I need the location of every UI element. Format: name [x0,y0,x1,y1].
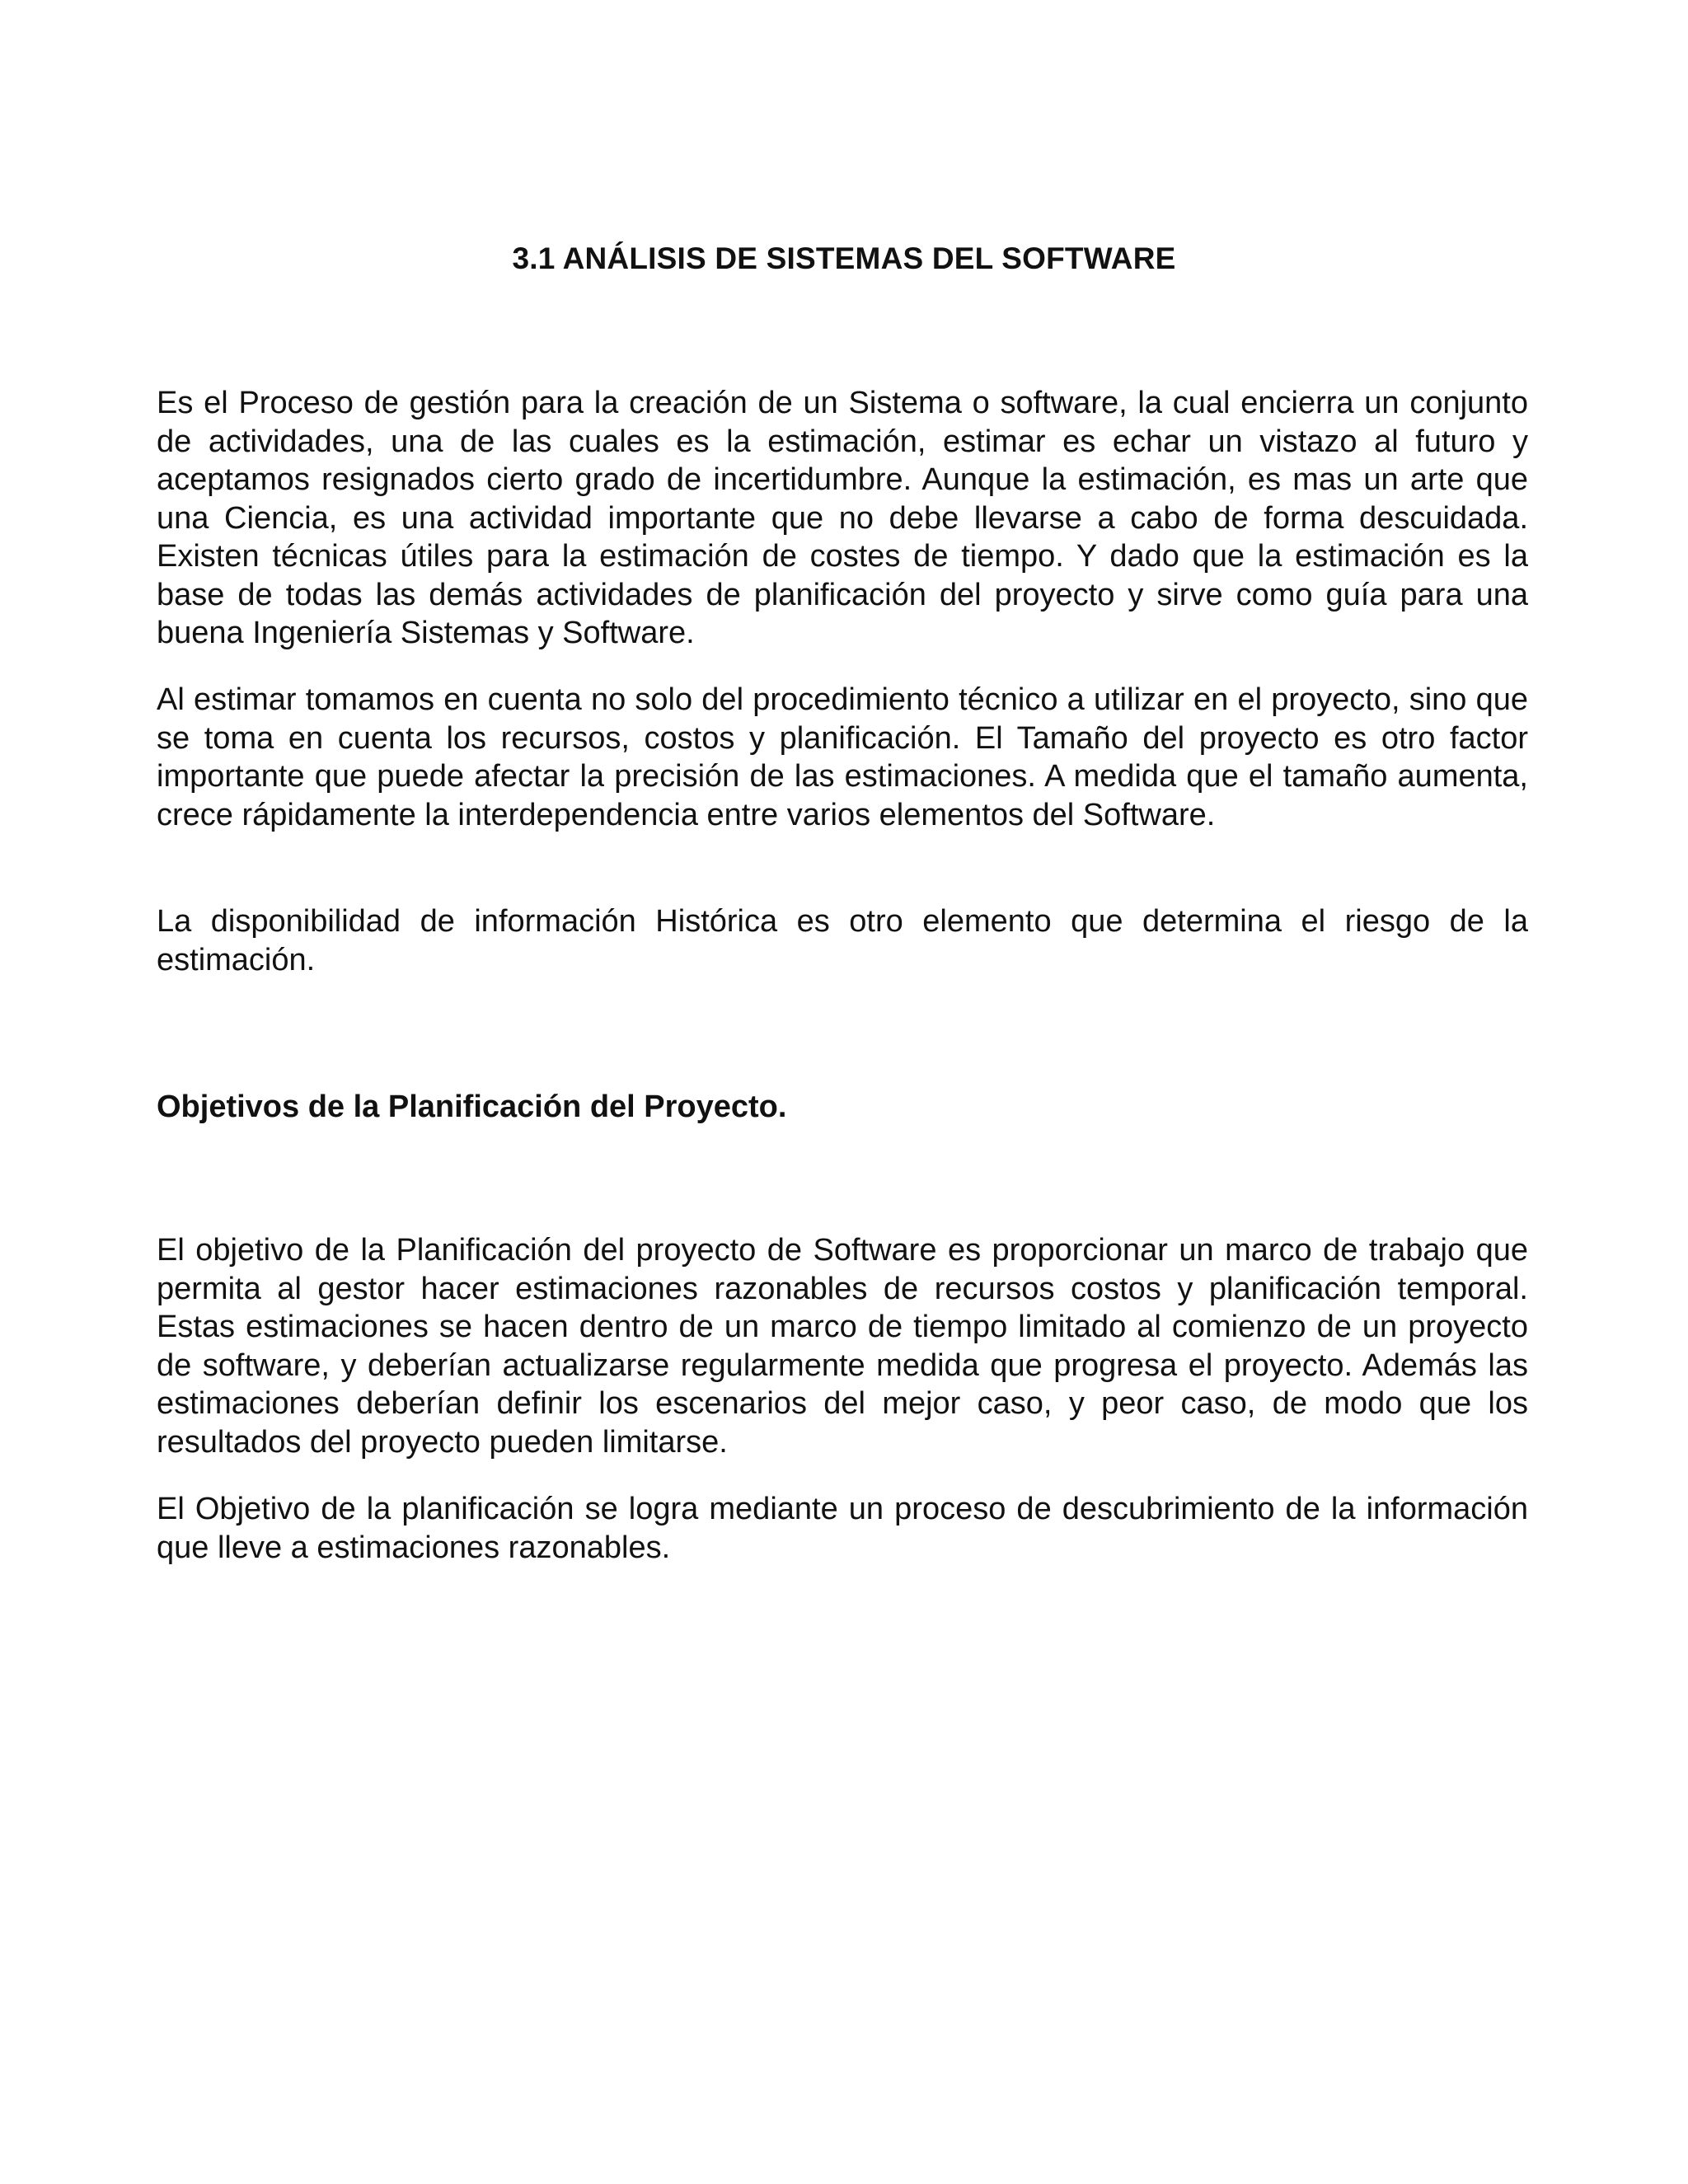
intro-paragraph: La disponibilidad de información Histórica es otro elemento que determina el riesgo de la estimación. [157,904,1528,977]
objectives-paragraph: El objetivo de la Planificación del proyecto de Software es proporcionar un marco de trabajo que permita al gestor hacer estimaciones razonables de recursos costos y planificación temporal. Estas estimaciones se hacen dentro de un marco de tiempo limitado al comienzo de un proyecto de software, y deberían actualizarse regularmente medida que progresa el proyecto. Además las estimaciones deberían definir los escenarios del mejor caso, y peor caso, de modo que los resultados del proyecto pueden limitarse. [157,1233,1528,1460]
section-title: 3.1 ANÁLISIS DE SISTEMAS DEL SOFTWARE [512,241,1176,275]
objectives-heading: Objetivos de la Planificación del Proyecto. [157,1090,787,1124]
objectives-paragraph: El Objetivo de la planificación se logra mediante un proceso de descubrimiento de la información que lleve a estimaciones razonables. [157,1492,1528,1565]
intro-paragraph: Al estimar tomamos en cuenta no solo del procedimiento técnico a utilizar en el proyecto, sino que se toma en cuenta los recursos, costos y planificación. El Tamaño del proyecto es otro factor importante que puede afectar la precisión de las estimaciones. A medida que el tamaño aumenta, crece rápidamente la interdependencia entre varios elementos del Software. [157,682,1528,832]
intro-paragraph: Es el Proceso de gestión para la creación de un Sistema o software, la cual encierra un conjunto de actividades, una de las cuales es la estimación, estimar es echar un vistazo al futuro y aceptamos resignados cierto grado de incertidumbre. Aunque la estimación, es mas un arte que una Ciencia, es una actividad importante que no debe llevarse a cabo de forma descuidada. Existen técnicas útiles para la estimación de costes de tiempo. Y dado que la estimación es la base de todas las demás actividades de planificación del proyecto y sirve como guía para una buena Ingeniería Sistemas y Software. [157,386,1528,650]
